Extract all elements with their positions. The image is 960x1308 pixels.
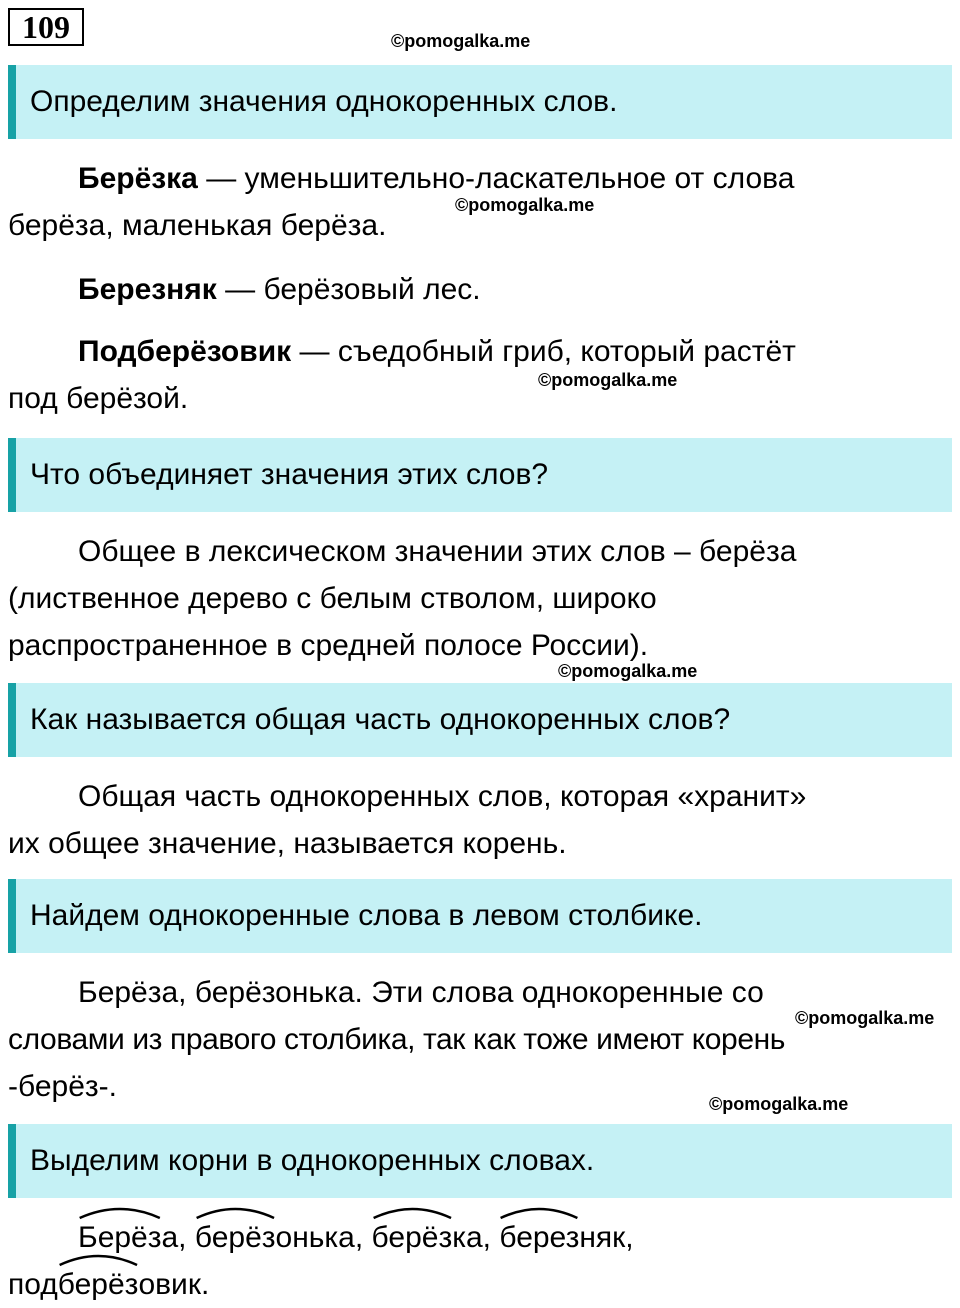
question-text: Как называется общая часть однокоренных слов?: [30, 703, 731, 736]
answer-text: Общее в лексическом значении этих слов – берёза: [78, 535, 797, 568]
question-banner-4: [8, 879, 952, 953]
root-arc-icon: [78, 1204, 162, 1220]
answer-text: -берёз-.: [8, 1070, 117, 1103]
question-banner-2: [8, 438, 952, 512]
definition-text: — съедобный гриб, который растёт: [291, 335, 796, 368]
question-text: Определим значения однокоренных слов.: [30, 85, 618, 118]
watermark: ©pomogalka.me: [795, 1008, 935, 1028]
answer-2: [8, 528, 952, 669]
root-text: Берёз: [78, 1221, 162, 1254]
root-text: берёз: [371, 1221, 453, 1254]
term: Подберёзовик: [78, 335, 292, 368]
word-ending: овик.: [138, 1268, 210, 1301]
answer-text: их общее значение, называется корень.: [8, 827, 567, 860]
answer-text: Общая часть однокоренных слов, которая «хранит»: [78, 780, 807, 813]
watermark: ©pomogalka.me: [391, 31, 531, 51]
word-ending: няк,: [579, 1221, 634, 1254]
root-arc: [372, 1214, 453, 1261]
root-arc: [499, 1214, 579, 1261]
question-text: Что объединяет значения этих слов?: [30, 458, 549, 491]
exercise-number: 109: [8, 8, 84, 46]
root-arc-icon: [58, 1251, 139, 1267]
definition-bereznyak: [8, 266, 952, 313]
definition-podberezovik: [8, 328, 952, 422]
root-text: берёз: [194, 1221, 276, 1254]
answer-3: [8, 773, 952, 867]
root-text: берёз: [57, 1268, 139, 1301]
definition-text: берёза, маленькая берёза.: [8, 209, 387, 242]
definition-text: под берёзой.: [8, 382, 189, 415]
watermark: ©pomogalka.me: [538, 370, 678, 390]
question-text: Найдем однокоренные слова в левом столбике.: [30, 899, 703, 932]
watermark: ©pomogalka.me: [455, 195, 595, 215]
watermark: ©pomogalka.me: [558, 661, 698, 681]
word-prefix: под: [8, 1268, 58, 1301]
answer-4: [8, 969, 952, 1110]
definition-text: — уменьшительно-ласкательное от слова: [197, 162, 795, 195]
root-arc: [195, 1214, 276, 1261]
root-arc-icon: [195, 1204, 276, 1220]
word-ending: онька,: [275, 1221, 372, 1254]
root-text: берез: [499, 1221, 580, 1254]
term: Берёзка: [78, 162, 198, 195]
question-banner-1: [8, 65, 952, 139]
watermark: ©pomogalka.me: [709, 1094, 849, 1114]
answer-text: словами из правого столбика, так как тоже имеют корень: [8, 1023, 786, 1056]
definition-text: — берёзовый лес.: [216, 273, 481, 306]
word-ending: а,: [161, 1221, 195, 1254]
word-ending: ка,: [452, 1221, 500, 1254]
root-arc: [58, 1261, 139, 1308]
answer-text: Берёза, берёзонька. Эти слова однокоренные со: [78, 976, 764, 1009]
answer-text: (лиственное дерево с белым стволом, широко: [8, 582, 657, 615]
question-banner-3: [8, 683, 952, 757]
root-arc-icon: [372, 1204, 453, 1220]
question-text: Выделим корни в однокоренных словах.: [30, 1144, 595, 1177]
question-banner-5: [8, 1124, 952, 1198]
answer-text: распространенное в средней полосе России).: [8, 629, 649, 662]
roots-answer: [8, 1214, 952, 1308]
root-arc-icon: [499, 1204, 579, 1220]
term: Березняк: [78, 273, 217, 306]
